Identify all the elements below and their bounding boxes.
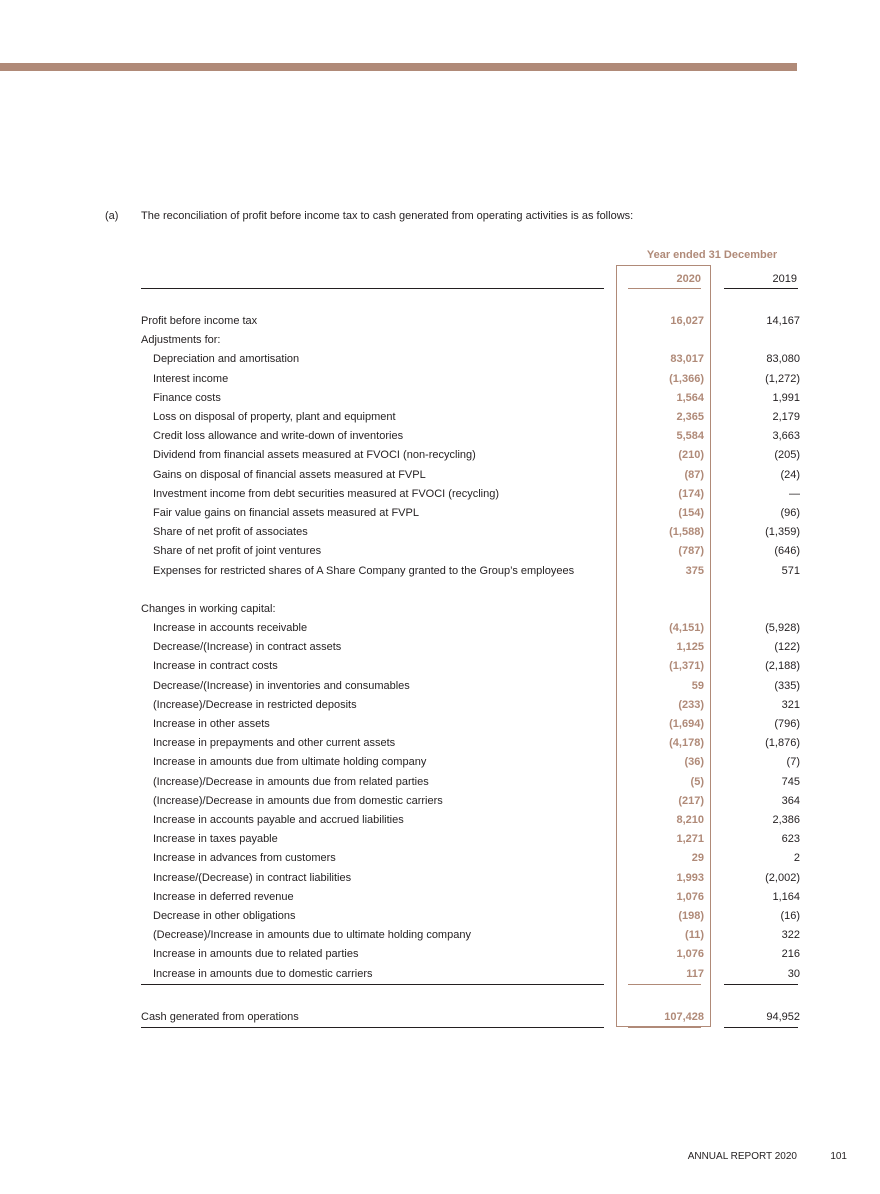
total-value-2019: 94,952: [766, 1011, 800, 1023]
row-label: Investment income from debt securities measured at FVOCI (recycling): [153, 487, 500, 500]
row-value-2020: (210): [678, 449, 704, 462]
row-value-2020: 1,125: [676, 641, 704, 654]
row-label: (Decrease)/Increase in amounts due to ultimate holding company: [153, 929, 471, 942]
row-label: Interest income: [153, 372, 229, 385]
row-value-2020: (1,366): [669, 372, 704, 385]
row-label: Decrease/(Increase) in contract assets: [153, 641, 342, 654]
row-value-2020: (87): [684, 468, 704, 481]
row-value-2020: 1,564: [676, 391, 704, 404]
table-row: [0, 505, 880, 524]
row-value-2019: (1,876): [765, 737, 800, 750]
row-label: Increase in amounts due to related parties: [153, 948, 359, 961]
footer-report-title: ANNUAL REPORT 2020: [687, 1151, 797, 1162]
row-value-2020: (1,588): [669, 526, 704, 539]
table-row: [0, 678, 880, 697]
row-value-2019: (1,272): [765, 372, 800, 385]
row-value-2020: (4,178): [669, 737, 704, 750]
table-row: [0, 812, 880, 831]
row-label: Finance costs: [153, 391, 221, 404]
row-value-2020: (174): [678, 487, 704, 500]
total-rule-2020: [628, 1027, 701, 1028]
row-value-2019: (24): [780, 468, 800, 481]
table-row: [0, 447, 880, 466]
row-label: Increase/(Decrease) in contract liabilities: [153, 871, 352, 884]
row-value-2020: 83,017: [670, 353, 704, 366]
subtotal-rule-2019: [724, 984, 798, 985]
row-value-2020: 117: [686, 967, 704, 980]
row-value-2019: 571: [781, 564, 800, 577]
table-row: [0, 639, 880, 658]
top-accent-bar: [0, 63, 797, 71]
subtotal-rule-2020: [628, 984, 701, 985]
table-row: [0, 927, 880, 946]
table-row: [0, 966, 880, 985]
row-value-2020: (233): [678, 698, 704, 711]
table-row: [0, 870, 880, 889]
table-row: [0, 946, 880, 965]
table-row: [0, 563, 880, 582]
column-header-2019: 2019: [772, 273, 797, 285]
total-value-2020: 107,428: [664, 1011, 704, 1023]
table-row: [0, 351, 880, 370]
row-value-2019: 364: [781, 794, 800, 807]
row-label: Dividend from financial assets measured at FVOCI (non-recycling): [153, 449, 476, 462]
row-value-2020: 375: [685, 564, 704, 577]
row-value-2020: (5): [690, 775, 704, 788]
row-value-2019: (16): [780, 910, 800, 922]
row-label: (Increase)/Decrease in amounts due from related parties: [153, 775, 429, 788]
row-value-2020: (4,151): [669, 622, 704, 634]
header-rule-2020: [628, 288, 701, 289]
row-label: Increase in amounts due to domestic carriers: [153, 967, 373, 980]
row-label: Increase in advances from customers: [153, 852, 336, 865]
table-row: [0, 620, 880, 639]
row-value-2020: 8,210: [676, 814, 704, 826]
table-row: [0, 831, 880, 850]
row-value-2019: (646): [774, 545, 800, 558]
header-rule-label: [141, 288, 604, 289]
row-label: Decrease in other obligations: [153, 910, 296, 922]
row-label: (Increase)/Decrease in amounts due from domestic carriers: [153, 794, 443, 807]
table-row: [0, 908, 880, 927]
row-value-2019: (796): [774, 718, 800, 730]
row-value-2020: 1,271: [676, 833, 704, 846]
row-label: Credit loss allowance and write-down of inventories: [153, 430, 404, 443]
header-rule-2019: [724, 288, 798, 289]
row-value-2019: (7): [786, 756, 800, 769]
row-value-2019: 83,080: [766, 353, 800, 366]
row-label: Loss on disposal of property, plant and equipment: [153, 411, 396, 423]
row-value-2020: 5,584: [676, 430, 704, 443]
row-value-2019: 1,164: [772, 890, 800, 903]
total-rule-2019: [724, 1027, 798, 1028]
table-row: [0, 697, 880, 716]
row-value-2020: 29: [691, 852, 704, 865]
table-row: [0, 524, 880, 543]
table-row: [0, 390, 880, 409]
table-row: [0, 313, 880, 332]
row-label: Profit before income tax: [141, 315, 258, 327]
row-label: (Increase)/Decrease in restricted deposits: [153, 698, 357, 711]
table-row: [0, 601, 880, 620]
row-value-2020: 1,076: [676, 890, 704, 903]
total-rule-label: [141, 1027, 604, 1028]
row-value-2019: 2,179: [772, 411, 800, 423]
row-value-2020: 1,076: [676, 948, 704, 961]
row-value-2019: 2,386: [772, 814, 800, 826]
row-label: Share of net profit of associates: [153, 526, 308, 539]
row-label: Increase in prepayments and other current assets: [153, 737, 396, 750]
row-value-2019: 322: [781, 929, 800, 942]
table-row: [0, 371, 880, 390]
row-label: Adjustments for:: [141, 334, 221, 347]
row-value-2019: 14,167: [766, 315, 800, 327]
table-row: [0, 889, 880, 908]
row-value-2019: 2: [793, 852, 800, 865]
row-value-2020: 2,365: [676, 411, 704, 423]
row-label: Increase in taxes payable: [153, 833, 278, 846]
row-value-2019: 3,663: [772, 430, 800, 443]
row-value-2020: 59: [691, 679, 704, 692]
row-value-2019: —: [789, 487, 800, 500]
row-value-2019: (96): [780, 507, 800, 519]
row-value-2019: 30: [787, 967, 800, 980]
period-header: Year ended 31 December: [646, 249, 778, 261]
row-value-2020: (198): [678, 910, 704, 922]
row-label: Expenses for restricted shares of A Share Company granted to the Group’s employees: [153, 564, 575, 577]
table-row: [0, 658, 880, 677]
row-value-2019: (335): [774, 679, 800, 692]
row-value-2019: (1,359): [765, 526, 800, 539]
row-label: Changes in working capital:: [141, 602, 276, 615]
row-value-2020: 16,027: [670, 315, 704, 327]
row-label: Increase in amounts due from ultimate holding company: [153, 756, 427, 769]
row-value-2019: (5,928): [765, 622, 800, 634]
row-label: Increase in accounts receivable: [153, 622, 308, 634]
row-value-2019: (205): [774, 449, 800, 462]
row-value-2020: (787): [678, 545, 704, 558]
page-number: 101: [830, 1151, 847, 1162]
row-value-2019: 321: [781, 698, 800, 711]
table-row: [0, 716, 880, 735]
table-row: [0, 467, 880, 486]
subtotal-rule-label: [141, 984, 604, 985]
table-row: [0, 735, 880, 754]
table-row: [0, 774, 880, 793]
table-row: [0, 428, 880, 447]
row-value-2019: (122): [774, 641, 800, 654]
column-header-2020: 2020: [676, 273, 701, 285]
row-value-2020: (36): [684, 756, 704, 769]
row-label: Share of net profit of joint ventures: [153, 545, 322, 558]
row-label: Increase in deferred revenue: [153, 890, 294, 903]
table-row: [0, 543, 880, 562]
row-value-2020: (1,694): [669, 718, 704, 730]
row-value-2020: 1,993: [676, 871, 704, 884]
table-row: [0, 332, 880, 351]
note-text: The reconciliation of profit before income tax to cash generated from operating activities is as follows:: [141, 210, 634, 222]
table-row: [0, 850, 880, 869]
row-value-2020: (1,371): [669, 660, 704, 673]
row-value-2020: (217): [678, 794, 704, 807]
row-value-2019: 216: [781, 948, 800, 961]
table-row: [0, 793, 880, 812]
row-value-2019: 745: [781, 775, 800, 788]
row-label: Depreciation and amortisation: [153, 353, 300, 366]
row-value-2020: (154): [678, 507, 704, 519]
table-row: [0, 486, 880, 505]
row-label: Gains on disposal of financial assets measured at FVPL: [153, 468, 426, 481]
row-value-2019: 623: [781, 833, 800, 846]
row-value-2019: (2,188): [765, 660, 800, 673]
total-row: [0, 1009, 880, 1028]
row-label: Fair value gains on financial assets measured at FVPL: [153, 507, 419, 519]
note-label: (a): [105, 210, 119, 222]
row-label: Decrease/(Increase) in inventories and consumables: [153, 679, 410, 692]
row-value-2020: (11): [685, 929, 704, 942]
row-label: Increase in contract costs: [153, 660, 278, 673]
row-value-2019: 1,991: [772, 391, 800, 404]
row-label: Increase in accounts payable and accrued liabilities: [153, 814, 404, 826]
row-label: Increase in other assets: [153, 718, 270, 730]
row-value-2019: (2,002): [765, 871, 800, 884]
total-label: Cash generated from operations: [141, 1011, 299, 1023]
table-row: [0, 409, 880, 428]
table-row: [0, 754, 880, 773]
